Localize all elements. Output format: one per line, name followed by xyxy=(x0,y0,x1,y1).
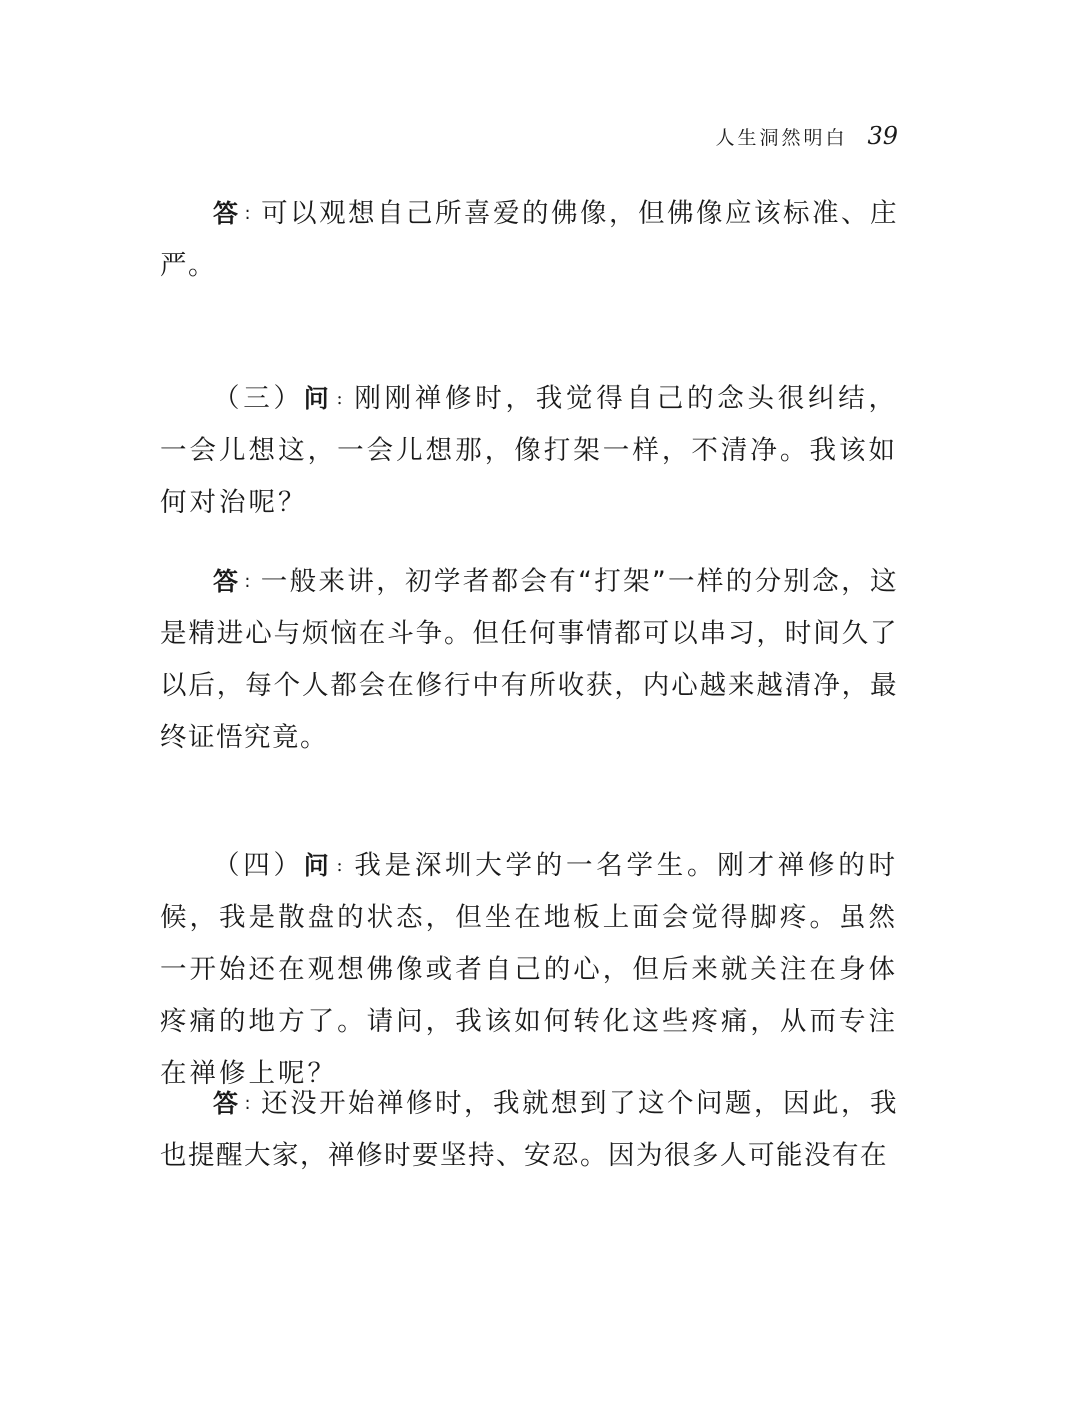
marker-separator: : xyxy=(336,388,346,409)
answer-text: 还没开始禅修时，我就想到了这个问题，因此，我也提醒大家，禅修时要坚持、安忍。因为很多人可能没有在 xyxy=(160,1088,898,1171)
answer-paragraph xyxy=(160,1078,898,1182)
marker-separator: : xyxy=(244,203,253,224)
question-paragraph xyxy=(160,840,898,1100)
question-marker: 问 xyxy=(303,851,333,880)
question-number: （四） xyxy=(213,850,304,881)
answer-marker: 答 xyxy=(213,567,241,596)
book-title: 人生洞然明白 xyxy=(715,127,848,149)
question-marker: 问 xyxy=(303,384,333,413)
answer-text: 可以观想自己所喜爱的佛像，但佛像应该标准、庄严。 xyxy=(160,198,898,281)
answer-paragraph xyxy=(160,188,898,292)
answer-marker: 答 xyxy=(213,1089,241,1118)
page-number: 39 xyxy=(867,122,898,150)
marker-separator: : xyxy=(244,571,252,592)
answer-paragraph xyxy=(160,556,898,764)
running-header xyxy=(715,122,898,150)
marker-separator: : xyxy=(336,855,346,876)
question-text: 我是深圳大学的一名学生。刚才禅修的时候，我是散盘的状态，但坐在地板上面会觉得脚疼。虽然一开始还在观想佛像或者自己的心，但后来就关注在身体疼痛的地方了。请问，我该如何转化这些疼痛，从而专注在禅修上呢？ xyxy=(160,850,899,1089)
question-number: （三） xyxy=(213,383,304,414)
question-text: 刚刚禅修时，我觉得自己的念头很纠结，一会儿想这，一会儿想那，像打架一样，不清净。我该如何对治呢？ xyxy=(160,383,899,518)
question-paragraph xyxy=(160,373,898,529)
answer-marker: 答 xyxy=(213,199,241,228)
answer-text: 一般来讲，初学者都会有“打架”一样的分别念，这是精进心与烦恼在斗争。但任何事情都可以串习，时间久了以后，每个人都会在修行中有所收获，内心越来越清净，最终证悟究竟。 xyxy=(160,566,898,753)
marker-separator: : xyxy=(244,1093,253,1114)
